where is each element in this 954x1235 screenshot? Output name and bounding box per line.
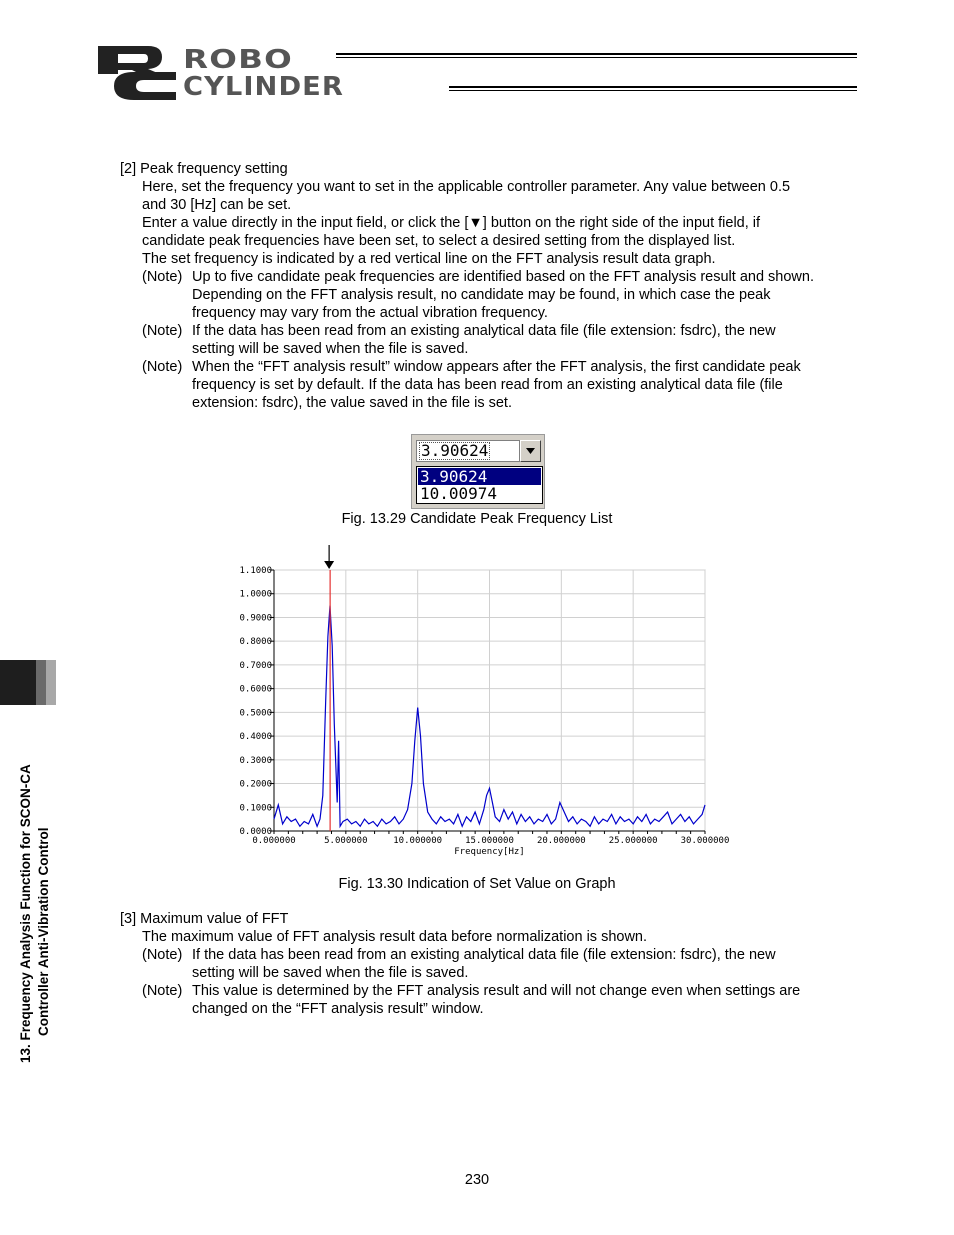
peak-frequency-value: 3.90624 xyxy=(421,441,489,460)
robo-cylinder-logo-mark xyxy=(96,44,178,100)
peak-frequency-input[interactable] xyxy=(416,440,520,462)
fig29-caption: Fig. 13.29 Candidate Peak Frequency List xyxy=(341,511,613,527)
x-tick-label: 10.000000 xyxy=(393,836,443,846)
x-tick-label: 30.000000 xyxy=(680,836,730,846)
note-line: If the data has been read from an existing analytical data file (file extension: fsdrc), the new xyxy=(192,323,776,339)
chapter-title-line2: Controller Anti-Vibration Control xyxy=(36,827,51,1036)
triangle-down-icon xyxy=(526,448,535,454)
x-axis-label: Frequency[Hz] xyxy=(454,847,525,857)
y-tick-label: 1.1000 xyxy=(239,566,272,576)
y-tick-label: 0.7000 xyxy=(239,660,272,671)
header-rule-top-2 xyxy=(336,57,857,58)
x-tick-label: 0.000000 xyxy=(252,836,296,846)
fig30-caption: Fig. 13.30 Indication of Set Value on Graph xyxy=(338,876,616,892)
x-tick-label: 25.000000 xyxy=(608,836,658,846)
chapter-title-line1: 13. Frequency Analysis Function for SCON-CA xyxy=(18,764,33,1063)
candidate-frequency-list xyxy=(416,466,543,504)
note-line: When the “FFT analysis result” window appears after the FFT analysis, the first candidate peak xyxy=(192,359,801,375)
y-tick-label: 0.0000 xyxy=(239,827,272,837)
y-tick-label: 0.1000 xyxy=(239,803,272,814)
chapter-tab-dark xyxy=(0,660,36,705)
y-tick-label: 0.9000 xyxy=(239,613,272,624)
section2-line: and 30 [Hz] can be set. xyxy=(142,197,292,213)
section2-line: candidate peak frequencies have been set, to select a desired setting from the displayed list. xyxy=(142,233,736,249)
note-line: changed on the “FFT analysis result” window. xyxy=(192,1001,484,1017)
chapter-tab-light xyxy=(46,660,56,705)
note-line: frequency may vary from the actual vibration frequency. xyxy=(192,305,548,321)
indicator-arrow-head xyxy=(324,561,334,569)
x-tick-label: 15.000000 xyxy=(465,836,514,846)
note-line: extension: fsdrc), the value saved in the file is set. xyxy=(192,395,512,411)
fft-result-chart xyxy=(230,540,740,860)
note-line: Up to five candidate peak frequencies are identified based on the FFT analysis result and shown. xyxy=(192,269,814,285)
y-tick-label: 0.8000 xyxy=(239,637,272,648)
header-rule-bottom-2 xyxy=(449,90,857,91)
note-line: This value is determined by the FFT analysis result and will not change even when settings are xyxy=(192,983,801,999)
section3-line: The maximum value of FFT analysis result data before normalization is shown. xyxy=(142,929,648,945)
page-number: 230 xyxy=(464,1172,490,1188)
note-label: (Note) xyxy=(142,983,183,999)
note-line: setting will be saved when the file is saved. xyxy=(192,965,469,981)
chapter-tab-mid xyxy=(36,660,46,705)
note-line: If the data has been read from an existing analytical data file (file extension: fsdrc), the new xyxy=(192,947,776,963)
y-tick-label: 0.2000 xyxy=(239,779,272,790)
y-tick-label: 0.6000 xyxy=(239,684,272,695)
y-tick-label: 1.0000 xyxy=(239,589,272,600)
dropdown-button[interactable] xyxy=(520,440,541,462)
note-line: frequency is set by default. If the data has been read from an existing analytical data file (file xyxy=(192,377,783,393)
y-tick-label: 0.5000 xyxy=(239,708,272,719)
note-label: (Note) xyxy=(142,323,183,339)
logo-text-cylinder: CYLINDER xyxy=(183,72,344,102)
header-rule-bottom-1 xyxy=(449,86,857,88)
note-label: (Note) xyxy=(142,947,183,963)
note-line: Depending on the FFT analysis result, no candidate may be found, in which case the peak xyxy=(192,287,771,303)
header-rule-top-1 xyxy=(336,53,857,55)
note-label: (Note) xyxy=(142,359,183,375)
logo-text-robo: ROBO xyxy=(183,45,294,75)
section2-line: Here, set the frequency you want to set in the applicable controller parameter. Any value between 0.5 xyxy=(142,179,791,195)
section2-line: Enter a value directly in the input field, or click the [▼] button on the right side of the input field, if xyxy=(142,215,761,231)
note-line: setting will be saved when the file is saved. xyxy=(192,341,469,357)
section2-line: The set frequency is indicated by a red vertical line on the FFT analysis result data graph. xyxy=(142,251,716,267)
x-tick-label: 5.000000 xyxy=(324,836,368,846)
candidate-option-selected[interactable]: 3.90624 xyxy=(418,468,541,485)
y-tick-label: 0.3000 xyxy=(239,755,272,766)
section3-heading: [3] Maximum value of FFT xyxy=(120,911,289,927)
section2-heading: [2] Peak frequency setting xyxy=(120,161,288,177)
y-tick-label: 0.4000 xyxy=(239,732,272,743)
chapter-side-title xyxy=(0,718,60,1063)
candidate-option[interactable]: 10.00974 xyxy=(420,484,498,503)
peak-frequency-combo xyxy=(411,434,545,509)
note-label: (Note) xyxy=(142,269,183,285)
x-tick-label: 20.000000 xyxy=(536,836,586,846)
